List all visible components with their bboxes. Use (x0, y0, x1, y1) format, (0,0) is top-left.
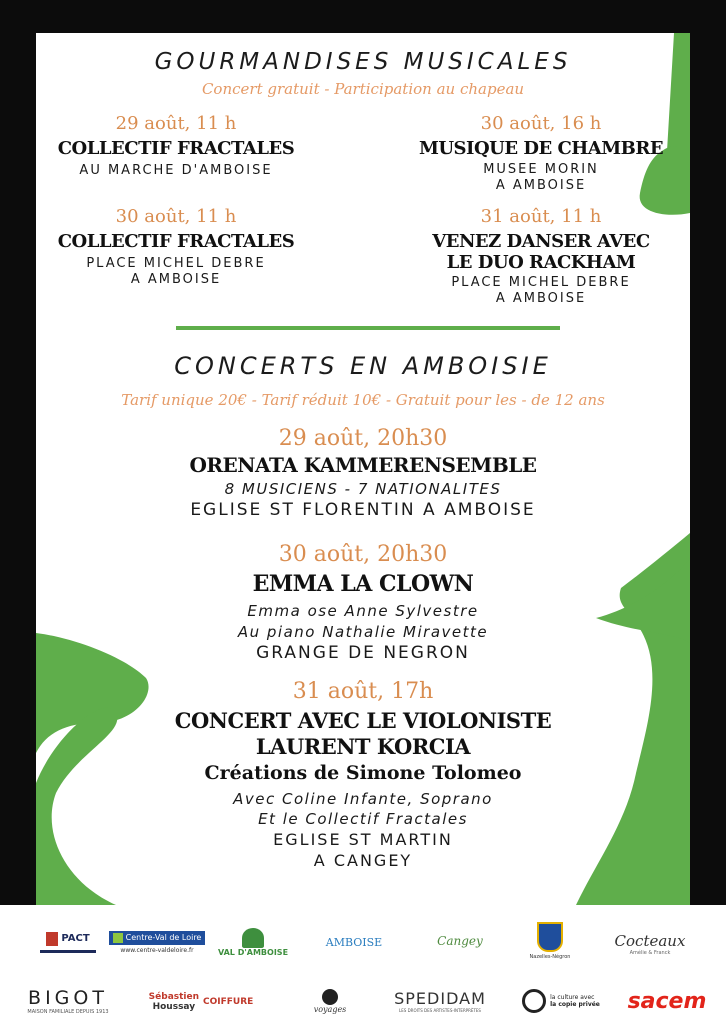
event-block (396, 206, 686, 306)
event-detail: Emma ose Anne Sylvestre (247, 602, 479, 620)
voyages-logo (300, 983, 360, 1019)
event-place: A AMBOISE (495, 178, 587, 193)
event-detail: Au piano Nathalie Miravette (237, 623, 489, 641)
tree-icon (242, 928, 264, 948)
copie-line2: la copie privée (550, 1001, 600, 1008)
event-place: PLACE MICHEL DEBRE (86, 256, 266, 271)
spedidam-label: SPEDIDAM (394, 989, 486, 1008)
event-date: 31 août, 17h (292, 679, 434, 704)
val-damboise-label: VAL D'AMBOISE (217, 947, 289, 957)
poster-panel (36, 33, 690, 905)
crest-icon (537, 922, 563, 952)
nazelles-negron-logo (522, 917, 578, 965)
event-title: LAURENT KORCIA (255, 734, 471, 759)
amboise-logo (318, 927, 390, 957)
event-place: MUSEE MORIN (483, 162, 599, 177)
event-title: COLLECTIF FRACTALES (57, 138, 295, 159)
event-block (36, 113, 316, 178)
copie-privee-logo (516, 987, 606, 1015)
section1-title: GOURMANDISES MUSICALES (154, 49, 572, 75)
event-title: EMMA LA CLOWN (252, 571, 474, 597)
section-divider (176, 326, 560, 330)
event-detail: 8 MUSICIENS - 7 NATIONALITES (224, 480, 502, 498)
voyages-label: voyages (313, 1004, 347, 1014)
event-place: GRANGE DE NEGRON (256, 643, 470, 663)
nazelles-label: Nazelles-Négron (529, 954, 571, 960)
event-date: 31 août, 11 h (480, 206, 602, 227)
bigot-logo (18, 985, 118, 1017)
event-place: A AMBOISE (130, 272, 222, 287)
palm-icon (322, 989, 338, 1005)
event-place: A AMBOISE (495, 291, 587, 306)
cocteaux-label: Cocteaux (614, 932, 686, 950)
event-title: COLLECTIF FRACTALES (57, 231, 295, 252)
bigot-sub: MAISON FAMILIALE DEPUIS 1913 (27, 1009, 109, 1015)
cocteaux-logo (600, 927, 700, 961)
event-place: A CANGEY (313, 851, 413, 870)
event-title: ORENATA KAMMERENSEMBLE (189, 453, 537, 477)
spedidam-logo (388, 983, 492, 1019)
centre-label: Centre-Val de Loire (125, 933, 202, 942)
pact-icon (46, 932, 58, 946)
centre-url: www.centre-valdeloire.fr (120, 946, 194, 954)
event-block (36, 426, 690, 520)
event-date: 30 août, 16 h (480, 113, 602, 134)
event-block (36, 542, 690, 663)
sacem-label: sacem (627, 988, 707, 1014)
sacem-logo (612, 985, 722, 1017)
cangey-label: Cangey (437, 934, 483, 948)
section2-title: CONCERTS EN AMBOISIE (174, 352, 552, 380)
event-place: EGLISE ST MARTIN (273, 830, 453, 849)
copie-icon (522, 989, 546, 1013)
cangey-logo (428, 923, 492, 959)
pact-logo (38, 927, 98, 957)
pact-label: PACT (61, 933, 90, 944)
event-date: 29 août, 11 h (115, 113, 237, 134)
event-subtitle: Créations de Simone Tolomeo (204, 762, 522, 784)
section2-subtitle: Tarif unique 20€ - Tarif réduit 10€ - Gratuit pour les - de 12 ans (121, 391, 605, 409)
bigot-label: BIGOT (28, 987, 108, 1009)
event-detail: Et le Collectif Fractales (258, 810, 468, 828)
pact-bar (40, 950, 96, 953)
cocteaux-sub: Amélie & Franck (629, 950, 671, 956)
event-block (396, 113, 686, 193)
amboise-label: AMBOISE (325, 935, 383, 949)
event-date: 29 août, 20h30 (278, 426, 448, 451)
event-date: 30 août, 20h30 (278, 542, 448, 567)
event-title: LE DUO RACKHAM (446, 252, 636, 273)
val-damboise-logo (217, 919, 289, 965)
houssay-last: Houssay (152, 1002, 196, 1012)
event-place: EGLISE ST FLORENTIN A AMBOISE (190, 500, 536, 520)
section1-subtitle: Concert gratuit - Participation au chapeau (201, 80, 525, 98)
event-title: MUSIQUE DE CHAMBRE (418, 138, 664, 159)
spedidam-sub: LES DROITS DES ARTISTES-INTERPRÈTES (399, 1008, 481, 1013)
event-block (36, 206, 316, 287)
centre-val-de-loire-logo (118, 925, 202, 959)
event-place: AU MARCHE D'AMBOISE (79, 163, 273, 178)
event-title: CONCERT AVEC LE VIOLONISTE (174, 708, 552, 733)
region-icon (113, 933, 123, 943)
coiffure-label: COIFFURE (203, 997, 254, 1007)
event-date: 30 août, 11 h (115, 206, 237, 227)
houssay-first: Sébastien (148, 992, 200, 1002)
houssay-coiffure-logo (134, 985, 268, 1019)
event-block (36, 679, 690, 870)
event-title: VENEZ DANSER AVEC (432, 231, 650, 252)
sponsor-logos (0, 905, 726, 1024)
copie-line1: la culture avec (550, 994, 595, 1001)
event-place: PLACE MICHEL DEBRE (451, 275, 631, 290)
event-detail: Avec Coline Infante, Soprano (233, 790, 493, 808)
